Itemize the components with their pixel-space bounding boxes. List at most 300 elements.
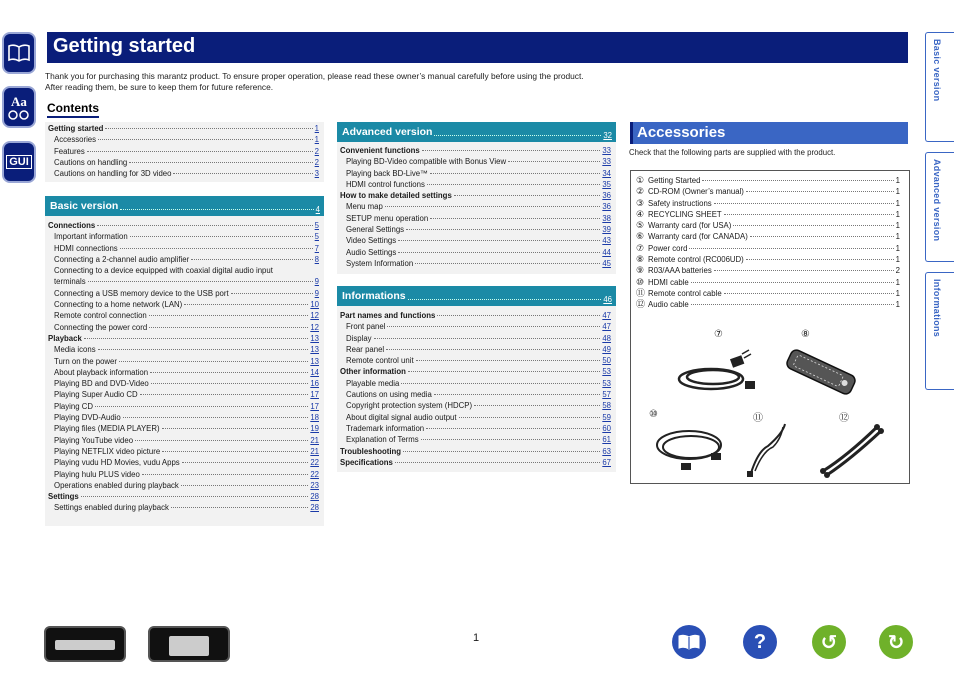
toc-advanced: [337, 122, 616, 274]
toc-basic: [45, 196, 324, 526]
gui-icon[interactable]: [2, 141, 36, 183]
toc-entry[interactable]: [340, 201, 611, 212]
leader-dots: [434, 394, 600, 395]
toc-entry-label: Cautions on handling for 3D video: [54, 169, 172, 179]
accessory-number: ⑨: [636, 265, 645, 276]
toc-entry-label: Playing vudu HD Movies, vudu Apps: [54, 458, 180, 468]
hdmi-cable-image: [653, 423, 727, 478]
toc-entry-page-link[interactable]: 28: [310, 503, 319, 513]
toc-entry[interactable]: [48, 344, 319, 355]
toc-entry-label: Playing BD and DVD-Video: [54, 379, 149, 389]
toc-entry-page-link[interactable]: 43: [602, 236, 611, 246]
informations-page[interactable]: 46: [603, 294, 612, 304]
accessory-quantity: 1: [895, 187, 900, 197]
toc-entry-page-link[interactable]: 5: [314, 221, 319, 230]
toc-entry[interactable]: [340, 190, 611, 201]
toc-entry[interactable]: [48, 389, 319, 400]
forward-icon[interactable]: ↻: [879, 625, 913, 659]
toc-entry-page-link[interactable]: 59: [602, 412, 611, 422]
toc-entry-label: Playing DVD-Audio: [54, 413, 121, 423]
tab-advanced-version[interactable]: [925, 152, 954, 262]
toc-entry-page-link[interactable]: 8: [314, 254, 319, 264]
toc-entry-label: About digital signal audio output: [346, 412, 457, 422]
toc-entry-label: terminals: [54, 277, 86, 287]
toc-entry[interactable]: [340, 423, 611, 434]
toc-entry[interactable]: [48, 220, 319, 231]
toc-entry-label: Playing NETFLIX video picture: [54, 446, 161, 456]
toc-entry-label: Other information: [340, 367, 406, 377]
accessory-item: [631, 209, 909, 220]
toc-entry-page-link[interactable]: 45: [602, 258, 611, 268]
toc-entry[interactable]: [340, 389, 611, 400]
toc-entry[interactable]: [340, 400, 611, 411]
leader-dots: [430, 218, 600, 219]
toc-entry-label: General Settings: [346, 225, 405, 235]
toc-entry[interactable]: [48, 412, 319, 423]
accessories-box: [630, 170, 910, 484]
toc-entry-label: Connecting the power cord: [54, 322, 148, 332]
toc-entry-page-link[interactable]: 21: [310, 435, 319, 445]
leader-dots: [162, 451, 308, 452]
accessory-quantity: 1: [895, 243, 900, 253]
toc-entry-page-link[interactable]: 23: [310, 480, 319, 490]
toc-entry-page-link[interactable]: 39: [602, 225, 611, 235]
toc-entry-label: Front panel: [346, 322, 386, 332]
accessory-number: ④: [636, 208, 645, 219]
accessory-item: [631, 277, 909, 288]
front-panel-button[interactable]: [44, 626, 126, 662]
leader-dots: [724, 293, 894, 294]
leader-dots: [171, 507, 308, 508]
leader-dots: [426, 428, 600, 429]
toc-getting-started: [45, 122, 324, 182]
accessory-number: ③: [636, 197, 645, 208]
accessory-item: [631, 175, 909, 186]
toc-entry-label: Playing back BD-Live™: [346, 168, 428, 178]
toc-entry[interactable]: [48, 435, 319, 446]
accessory-label: R03/AAA batteries: [648, 266, 712, 276]
accessory-item: [631, 198, 909, 209]
toc-entry-label: Playing BD-Video compatible with Bonus View: [346, 157, 507, 167]
toc-entry-page-link[interactable]: 9: [314, 288, 319, 298]
leader-dots: [398, 252, 600, 253]
toc-entry-label: Specifications: [340, 457, 393, 467]
leader-dots: [135, 440, 308, 441]
toc-entry[interactable]: [340, 446, 611, 457]
accessory-number: ⑪: [636, 287, 646, 298]
toc-entry-label: Playing Super Audio CD: [54, 390, 138, 400]
toc-entry-label: Cautions on handling: [54, 157, 128, 167]
toc-entry-page-link[interactable]: 67: [602, 457, 611, 467]
toc-entry[interactable]: [48, 502, 319, 513]
toc-entry[interactable]: [340, 434, 611, 445]
leader-dots: [173, 173, 312, 174]
accessory-number: ⑩: [636, 276, 645, 287]
accessory-label: RECYCLING SHEET: [648, 209, 722, 219]
leader-dots: [714, 270, 894, 271]
toc-entry[interactable]: [340, 213, 611, 224]
leader-dots: [430, 173, 600, 174]
leader-dots: [395, 462, 600, 463]
toc-entry-label: Accessories: [54, 135, 97, 145]
leader-dots: [84, 338, 309, 339]
toc-entry-page-link[interactable]: 14: [310, 367, 319, 377]
toc-entry-label: Getting started: [48, 124, 104, 133]
toc-entry-label: Playing YouTube video: [54, 435, 134, 445]
leader-dots: [416, 360, 601, 361]
toc-entry[interactable]: [340, 355, 611, 366]
leader-dots: [140, 394, 309, 395]
toc-entry-label: Explanation of Terms: [346, 435, 419, 445]
toc-entry[interactable]: [340, 258, 611, 269]
accessory-quantity: 1: [895, 176, 900, 185]
toc-entry-page-link[interactable]: 7: [314, 243, 319, 253]
accessory-label: Remote control cable: [648, 288, 722, 298]
toc-entry-page-link[interactable]: 9: [314, 277, 319, 287]
leader-dots: [105, 128, 312, 129]
tab-advanced-label: Advanced version: [932, 159, 942, 242]
toc-entry-label: Media icons: [54, 345, 96, 355]
toc-entry-page-link[interactable]: 16: [310, 379, 319, 389]
leader-dots: [691, 282, 894, 283]
leader-dots: [422, 150, 601, 151]
toc-entry[interactable]: [340, 168, 611, 179]
toc-entry-label: Playing files (MEDIA PLAYER): [54, 424, 160, 434]
contents-heading: Contents: [47, 101, 99, 118]
page-number: 1: [473, 632, 480, 644]
toc-entry[interactable]: [340, 145, 611, 156]
toc-entry-page-link[interactable]: 58: [602, 401, 611, 411]
accessory-label: HDMI cable: [648, 277, 689, 287]
accessory-quantity: 2: [895, 266, 900, 276]
toc-entry-label: SETUP menu operation: [346, 213, 429, 223]
leader-dots: [724, 214, 894, 215]
toc-entry[interactable]: [340, 235, 611, 246]
toc-entry-label: Connecting a 2-channel audio amplifier: [54, 254, 190, 264]
toc-entry-page-link[interactable]: 17: [310, 390, 319, 400]
accessories-heading: Accessories: [630, 122, 908, 144]
toc-entry[interactable]: [48, 401, 319, 412]
advanced-version-header[interactable]: [337, 122, 616, 142]
toc-entry[interactable]: [340, 321, 611, 332]
book-nav-icon[interactable]: [672, 625, 706, 659]
toc-entry[interactable]: [48, 276, 319, 287]
toc-entry[interactable]: [48, 491, 319, 502]
toc-entry-label: Convenient functions: [340, 146, 420, 155]
accessory-quantity: 1: [895, 255, 900, 265]
accessory-number: ⑧: [636, 254, 645, 265]
toc-entry-page-link[interactable]: 36: [602, 191, 611, 201]
toc-entry-page-link[interactable]: 33: [602, 157, 611, 167]
toc-entry-label: How to make detailed settings: [340, 191, 452, 201]
toc-entry-page-link[interactable]: 53: [602, 367, 611, 377]
accessory-quantity: 1: [895, 209, 900, 219]
toc-entry[interactable]: [48, 157, 319, 168]
leader-dots: [191, 259, 312, 260]
accessory-label: Audio cable: [648, 300, 689, 310]
intro-line-2: After reading them, be sure to keep them for future reference.: [45, 82, 274, 92]
toc-entry-page-link[interactable]: 60: [602, 423, 611, 433]
toc-entry[interactable]: [48, 333, 319, 344]
toc-entry-page-link[interactable]: 2: [314, 146, 319, 156]
leader-dots: [149, 315, 309, 316]
leader-dots: [714, 203, 894, 204]
advanced-version-page[interactable]: 32: [603, 130, 612, 140]
leader-dots: [97, 225, 312, 226]
intro-line-1: Thank you for purchasing this marantz product. To ensure proper operation, please read these owner’s manual carefully before using the product.: [45, 71, 584, 81]
leader-dots: [81, 496, 309, 497]
toc-entry[interactable]: [340, 156, 611, 167]
toc-entry[interactable]: [48, 310, 319, 321]
accessory-label: Getting Started: [648, 176, 701, 185]
toc-entry-label: Video Settings: [346, 236, 397, 246]
toc-entry[interactable]: [48, 469, 319, 480]
toc-entry-page-link[interactable]: 13: [310, 356, 319, 366]
toc-entry-page-link[interactable]: 12: [310, 311, 319, 321]
toc-entry-page-link[interactable]: 2: [314, 157, 319, 167]
toc-entry-page-link[interactable]: 28: [310, 492, 319, 502]
leader-dots: [184, 304, 308, 305]
toc-entry[interactable]: [340, 457, 611, 468]
toc-entry-label: Playing CD: [54, 401, 93, 411]
toc-entry-page-link[interactable]: 1: [314, 135, 319, 145]
toc-entry-page-link[interactable]: 12: [310, 322, 319, 332]
toc-entry[interactable]: [48, 254, 319, 265]
toc-entry-label: System Information: [346, 258, 414, 268]
accessory-item: [631, 231, 909, 242]
leader-dots: [408, 371, 600, 372]
leader-dots: [98, 349, 309, 350]
accessory-label: CD-ROM (Owner’s manual): [648, 187, 744, 197]
toc-entry-page-link[interactable]: 10: [310, 300, 319, 310]
toc-entry[interactable]: [48, 288, 319, 299]
toc-entry-page-link[interactable]: 48: [602, 333, 611, 343]
leader-dots: [88, 281, 313, 282]
toc-entry-label: Operations enabled during playback: [54, 480, 179, 490]
label-remote: ⑧: [801, 329, 810, 340]
leader-dots: [182, 462, 309, 463]
toc-entry[interactable]: [340, 344, 611, 355]
tab-informations[interactable]: [925, 272, 954, 390]
toc-entry-page-link[interactable]: 21: [310, 446, 319, 456]
toc-entry[interactable]: [340, 179, 611, 190]
toc-entry[interactable]: [48, 134, 319, 145]
leader-dots: [746, 259, 894, 260]
toc-entry-label: Settings: [48, 492, 79, 502]
toc-entry[interactable]: [48, 243, 319, 254]
accessory-number: ⑦: [636, 242, 645, 253]
leader-dots: [149, 327, 308, 328]
toc-entry-page-link[interactable]: 17: [310, 401, 319, 411]
toc-entry[interactable]: [48, 356, 319, 367]
toc-entry[interactable]: [340, 333, 611, 344]
leader-dots: [231, 293, 313, 294]
accessory-quantity: 1: [895, 198, 900, 208]
toc-entry-label: Remote control unit: [346, 356, 414, 366]
toc-entry-page-link[interactable]: 19: [310, 424, 319, 434]
toc-entry[interactable]: [48, 146, 319, 157]
accessory-number: ⑤: [636, 220, 645, 231]
toc-entry-page-link[interactable]: 57: [602, 390, 611, 400]
remote-control-cable-image: [743, 421, 793, 479]
accessory-item: [631, 220, 909, 231]
rear-panel-button[interactable]: [148, 626, 230, 662]
leader-dots: [162, 428, 309, 429]
toc-entry-label: HDMI control functions: [346, 179, 425, 189]
basic-version-page[interactable]: 4: [315, 204, 320, 214]
toc-entry[interactable]: [340, 224, 611, 235]
toc-entry-label: Connecting to a home network (LAN): [54, 300, 183, 310]
accessory-item: [631, 254, 909, 265]
toc-entry-page-link[interactable]: 3: [314, 169, 319, 179]
toc-entry-page-link[interactable]: 38: [602, 213, 611, 223]
informations-header[interactable]: [337, 286, 616, 306]
leader-dots: [750, 236, 894, 237]
accessory-number: ②: [636, 186, 645, 197]
leader-dots: [142, 474, 308, 475]
help-icon[interactable]: ?: [743, 625, 777, 659]
page-title: Getting started: [44, 32, 908, 63]
toc-entry-label: Connections: [48, 221, 96, 230]
toc-entry-page-link[interactable]: 49: [602, 344, 611, 354]
toc-entry[interactable]: [48, 168, 319, 179]
toc-entry[interactable]: [340, 378, 611, 389]
accessory-item: [631, 299, 909, 310]
leader-dots: [181, 485, 308, 486]
toc-entry-page-link[interactable]: 13: [310, 345, 319, 355]
toc-entry[interactable]: [48, 378, 319, 389]
toc-entry-page-link[interactable]: 63: [602, 446, 611, 456]
toc-entry-label: Settings enabled during playback: [54, 503, 169, 513]
accessory-label: Power cord: [648, 243, 688, 253]
toc-entry-page-link[interactable]: 35: [602, 179, 611, 189]
toc-entry-label: Remote control connection: [54, 311, 147, 321]
leader-dots: [733, 225, 893, 226]
toc-entry-label: HDMI connections: [54, 243, 118, 253]
power-cord-image: [673, 347, 763, 397]
toc-entry[interactable]: [48, 480, 319, 491]
toc-entry-page-link[interactable]: 47: [602, 322, 611, 332]
leader-dots: [474, 405, 600, 406]
toc-entry-page-link[interactable]: 1: [314, 124, 319, 133]
toc-entry-page-link[interactable]: 22: [310, 469, 319, 479]
toc-entry-page-link[interactable]: 18: [310, 413, 319, 423]
toc-entry-label: Trademark information: [346, 423, 425, 433]
toc-entry-label: Features: [54, 146, 85, 156]
toc-entry-page-link[interactable]: 13: [310, 333, 319, 343]
toc-entry-label: Audio Settings: [346, 247, 397, 257]
toc-entry-label: Rear panel: [346, 344, 385, 354]
toc-entry-label: Cautions on using media: [346, 390, 432, 400]
toc-entry-page-link[interactable]: 22: [310, 458, 319, 468]
basic-version-title: Basic version: [50, 200, 119, 212]
toc-entry[interactable]: [48, 367, 319, 378]
accessory-number: ⑥: [636, 231, 645, 242]
toc-entry-page-link[interactable]: 36: [602, 202, 611, 212]
leader-dots: [421, 439, 601, 440]
accessory-item: [631, 288, 909, 299]
toc-entry[interactable]: [340, 412, 611, 423]
font-icon[interactable]: [2, 86, 36, 128]
accessory-label: Remote control (RC006UD): [648, 255, 744, 265]
leader-dots: [130, 236, 313, 237]
toc-entry[interactable]: [48, 299, 319, 310]
toc-entry-label: Playable media: [346, 378, 400, 388]
intro-text: [45, 71, 745, 93]
toc-entry-page-link[interactable]: 44: [602, 247, 611, 257]
toc-entry-page-link[interactable]: 34: [602, 168, 611, 178]
basic-version-header[interactable]: [45, 196, 324, 216]
accessory-label: Warranty card (for CANADA): [648, 232, 748, 242]
toc-entry[interactable]: [48, 457, 319, 468]
leader-dots: [387, 326, 600, 327]
leader-dots: [120, 248, 313, 249]
toc-entry-label: Playback: [48, 333, 82, 343]
remote-control-image: [781, 347, 861, 397]
leader-dots: [508, 161, 600, 162]
tab-basic-label: Basic version: [932, 39, 942, 102]
leader-dots: [459, 417, 601, 418]
toc-entry-label: Important information: [54, 232, 128, 242]
leader-dots: [398, 240, 600, 241]
leader-dots: [403, 451, 600, 452]
toc-entry-page-link[interactable]: 50: [602, 356, 611, 366]
leader-dots: [151, 383, 309, 384]
toc-entry-label: Connecting to a device equipped with coaxial digital audio input: [54, 266, 273, 276]
toc-entry[interactable]: [48, 231, 319, 242]
leader-dots: [87, 151, 313, 152]
toc-entry-page-link[interactable]: 61: [602, 435, 611, 445]
accessory-quantity: 1: [895, 221, 900, 231]
leader-dots: [746, 191, 894, 192]
toc-entry[interactable]: [48, 423, 319, 434]
tab-informations-label: Informations: [932, 279, 942, 338]
leader-dots: [689, 248, 893, 249]
toc-entry-label: Turn on the power: [54, 356, 117, 366]
toc-entry-page-link[interactable]: 33: [602, 146, 611, 155]
leader-dots: [150, 372, 308, 373]
accessory-item: [631, 186, 909, 197]
label-hdmi: ⑩: [649, 409, 658, 420]
toc-entry[interactable]: [340, 310, 611, 321]
aa-label: Aa: [11, 94, 27, 109]
accessory-quantity: 1: [895, 232, 900, 242]
leader-dots: [129, 162, 312, 163]
audio-cable-image: [817, 421, 887, 479]
toc-entry-label: Part names and functions: [340, 311, 436, 320]
back-icon[interactable]: ↺: [812, 625, 846, 659]
toc-entry[interactable]: [48, 322, 319, 333]
leader-dots: [119, 361, 308, 362]
toc-entry-label: Playing hulu PLUS video: [54, 469, 140, 479]
toc-entry[interactable]: [48, 123, 319, 134]
toc-entry-page-link[interactable]: 53: [602, 378, 611, 388]
tab-basic-version[interactable]: [925, 32, 954, 142]
toc-entry-page-link[interactable]: 47: [602, 311, 611, 320]
leader-dots: [427, 184, 600, 185]
leader-dots: [98, 139, 313, 140]
toc-entry[interactable]: [340, 247, 611, 258]
leader-dots: [123, 417, 309, 418]
toc-entry[interactable]: [340, 366, 611, 377]
toc-entry-page-link[interactable]: 5: [314, 232, 319, 242]
accessory-item: [631, 265, 909, 276]
label-audio-cable: ⑫: [839, 413, 849, 424]
book-icon[interactable]: [2, 32, 36, 74]
toc-entry[interactable]: [48, 446, 319, 457]
toc-entry[interactable]: [48, 265, 319, 276]
accessory-label: Warranty card (for USA): [648, 221, 732, 231]
